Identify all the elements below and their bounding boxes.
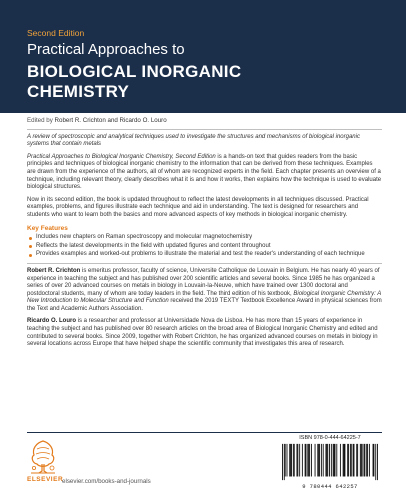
feature-item: Provides examples and worked-out problems to illustrate the material and test the reader's understanding of each technique [27,251,382,259]
intro-summary: A review of spectroscopic and analytical techniques used to investigate the structures and mechanisms of biological inorganic systems that contain metals [27,133,360,148]
barcode-bar [373,444,374,477]
barcode-bar [377,444,378,480]
barcode-bar [340,444,341,477]
barcode-bar [348,444,349,477]
title-line-2: BIOLOGICAL INORGANIC [27,62,242,81]
footer-rule [27,432,382,433]
description-paragraph-1 [27,154,382,192]
barcode-bar [344,444,345,477]
isbn-barcode-block [276,434,384,496]
barcode-bar [290,444,291,477]
barcode-icon [282,442,378,482]
title-main [27,62,241,102]
barcode-bar [326,444,327,477]
barcode-bar [285,444,286,477]
editors-names: Robert R. Crichton and Ricardo O. Louro [54,117,167,124]
barcode-bar [297,444,298,477]
feature-item: Includes new chapters on Raman spectroscopy and molecular magnetochemistry [27,234,382,242]
barcode-bar [369,444,370,477]
barcode-bar [291,444,292,477]
barcode-bar [306,444,307,477]
barcode-bar [357,444,358,477]
bio-louro-text: is a researcher and professor at Universidade Nova de Lisboa. He has more than 15 years of experience in teaching the subject and has published over 80 research articles on the broad area of Biological Inorganic Chemistry and edited and contributed to several books. Since 2009, together with Robert Crichton, he has organized advanced courses on metals in biology in several locations across Europe that have helped shape the scientific community that investigates this area of research. [27,318,378,348]
barcode-bar [308,444,309,477]
divider [27,129,382,130]
bio-crichton-book: Biological Inorganic Chemistry: A New Introduction to Molecular Structure and Function [27,290,381,305]
barcode-bar [375,444,376,480]
barcode-bar [333,444,334,477]
feature-item: Reflects the latest developments in the field with updated figures and content throughout [27,243,382,251]
barcode-bar [327,444,328,477]
editors-label: Edited by [27,117,53,124]
barcode-bar [347,444,348,477]
cover-header-band [0,0,406,113]
editors-line [27,117,382,125]
barcode-bar [282,444,283,480]
description-text-1: is a hands-on text that guides readers from the basic principles and techniques of biological inorganic chemistry to the information that can be derived from these techniques. Examples are drawn from the experience of the authors, all of whom are recognized experts in the field. Each chapter presents an overview of a technique, including relevant theory, clearly describes what it is and how it works, then explains how the technique is used to evaluate biological structures. [27,153,382,191]
book-title-inline: Practical Approaches to Biological Inorganic Chemistry, Second Edition [27,153,216,160]
barcode-bar [343,444,344,477]
bio-crichton-text-2: received the 2019 TEXTY Textbook Excellence Award in physical sciences from the Text and Academic Authors Association. [27,298,382,312]
barcode-bar [293,444,294,477]
barcode-bar [362,444,363,477]
barcode-bar [296,444,297,477]
barcode-bar [360,444,361,477]
barcode-bar [317,444,318,477]
title-line-3: CHEMISTRY [27,82,130,101]
barcode-bar [284,444,285,480]
barcode-bar [302,444,303,477]
bio-crichton [27,268,382,314]
barcode-bar [366,444,367,477]
barcode-bar [335,444,336,477]
barcode-bar [309,444,310,477]
barcode-bar [364,444,365,477]
key-features-list [27,234,382,259]
key-features-heading: Key Features [27,224,68,232]
barcode-bar [354,444,355,477]
barcode-bar [305,444,306,477]
barcode-bar [336,444,337,477]
barcode-bar [321,444,322,477]
publisher-logo-text: ELSEVIER [27,476,64,483]
barcode-bar [373,444,374,477]
barcode-bar [325,444,326,477]
edition-label: Second Edition [27,28,85,38]
back-cover-text [27,117,382,354]
barcode-bar [315,444,316,477]
bio-crichton-text-1: is emeritus professor, faculty of science, Universite Catholique de Louvain in Belgium. He has nearly 40 years of experience in teaching the subject and has published over 200 scientific articles and several books. Since 1985 he has organized a series of over 20 advanced courses on metals in biology in Louvain-la-Neuve, which have trained over 1300 doctoral and postdoctoral students, many of whom are today leaders in the field. The third edition of his textbook, [27,267,380,297]
barcode-bar [367,444,368,477]
barcode-digits: 9 780444 642257 [302,483,358,490]
divider [27,263,382,264]
barcode-bar [356,444,357,477]
barcode-bar [361,444,362,477]
barcode-bar [329,444,330,477]
title-line-1: Practical Approaches to [27,41,185,58]
barcode-bar [307,444,308,477]
barcode-bar [287,444,288,477]
elsevier-tree-logo-icon [27,437,59,475]
barcode-bar [331,444,332,477]
isbn-label: ISBN 978-0-444-64225-7 [299,435,361,441]
barcode-bar [344,444,345,477]
barcode-bar [318,444,319,477]
barcode-bar [289,444,290,477]
barcode-bar [353,444,354,477]
barcode-bar [311,444,312,477]
barcode-bar [364,444,365,477]
barcode-bar [323,444,324,477]
barcode-bar [334,444,335,477]
bio-crichton-name: Robert R. Crichton [27,267,81,274]
barcode-bar [319,444,320,477]
barcode-bar [351,444,352,477]
bio-louro-name: Ricardo O. Louro [27,318,77,325]
publisher-url[interactable]: elsevier.com/books-and-journals [62,478,151,485]
description-paragraph-2: Now in its second edition, the book is updated throughout to reflect the latest developments in all techniques discussed. Practical examples, problems, and figures illustrate each technique and aid in understanding. The text is designed for researchers and students who want to learn both the basics and more advanced aspects of key methods in biological inorganic chemistry. [27,196,369,218]
bio-louro [27,318,382,348]
barcode-bar [350,444,351,477]
barcode-bar [294,444,295,477]
barcode-bar [299,444,300,477]
